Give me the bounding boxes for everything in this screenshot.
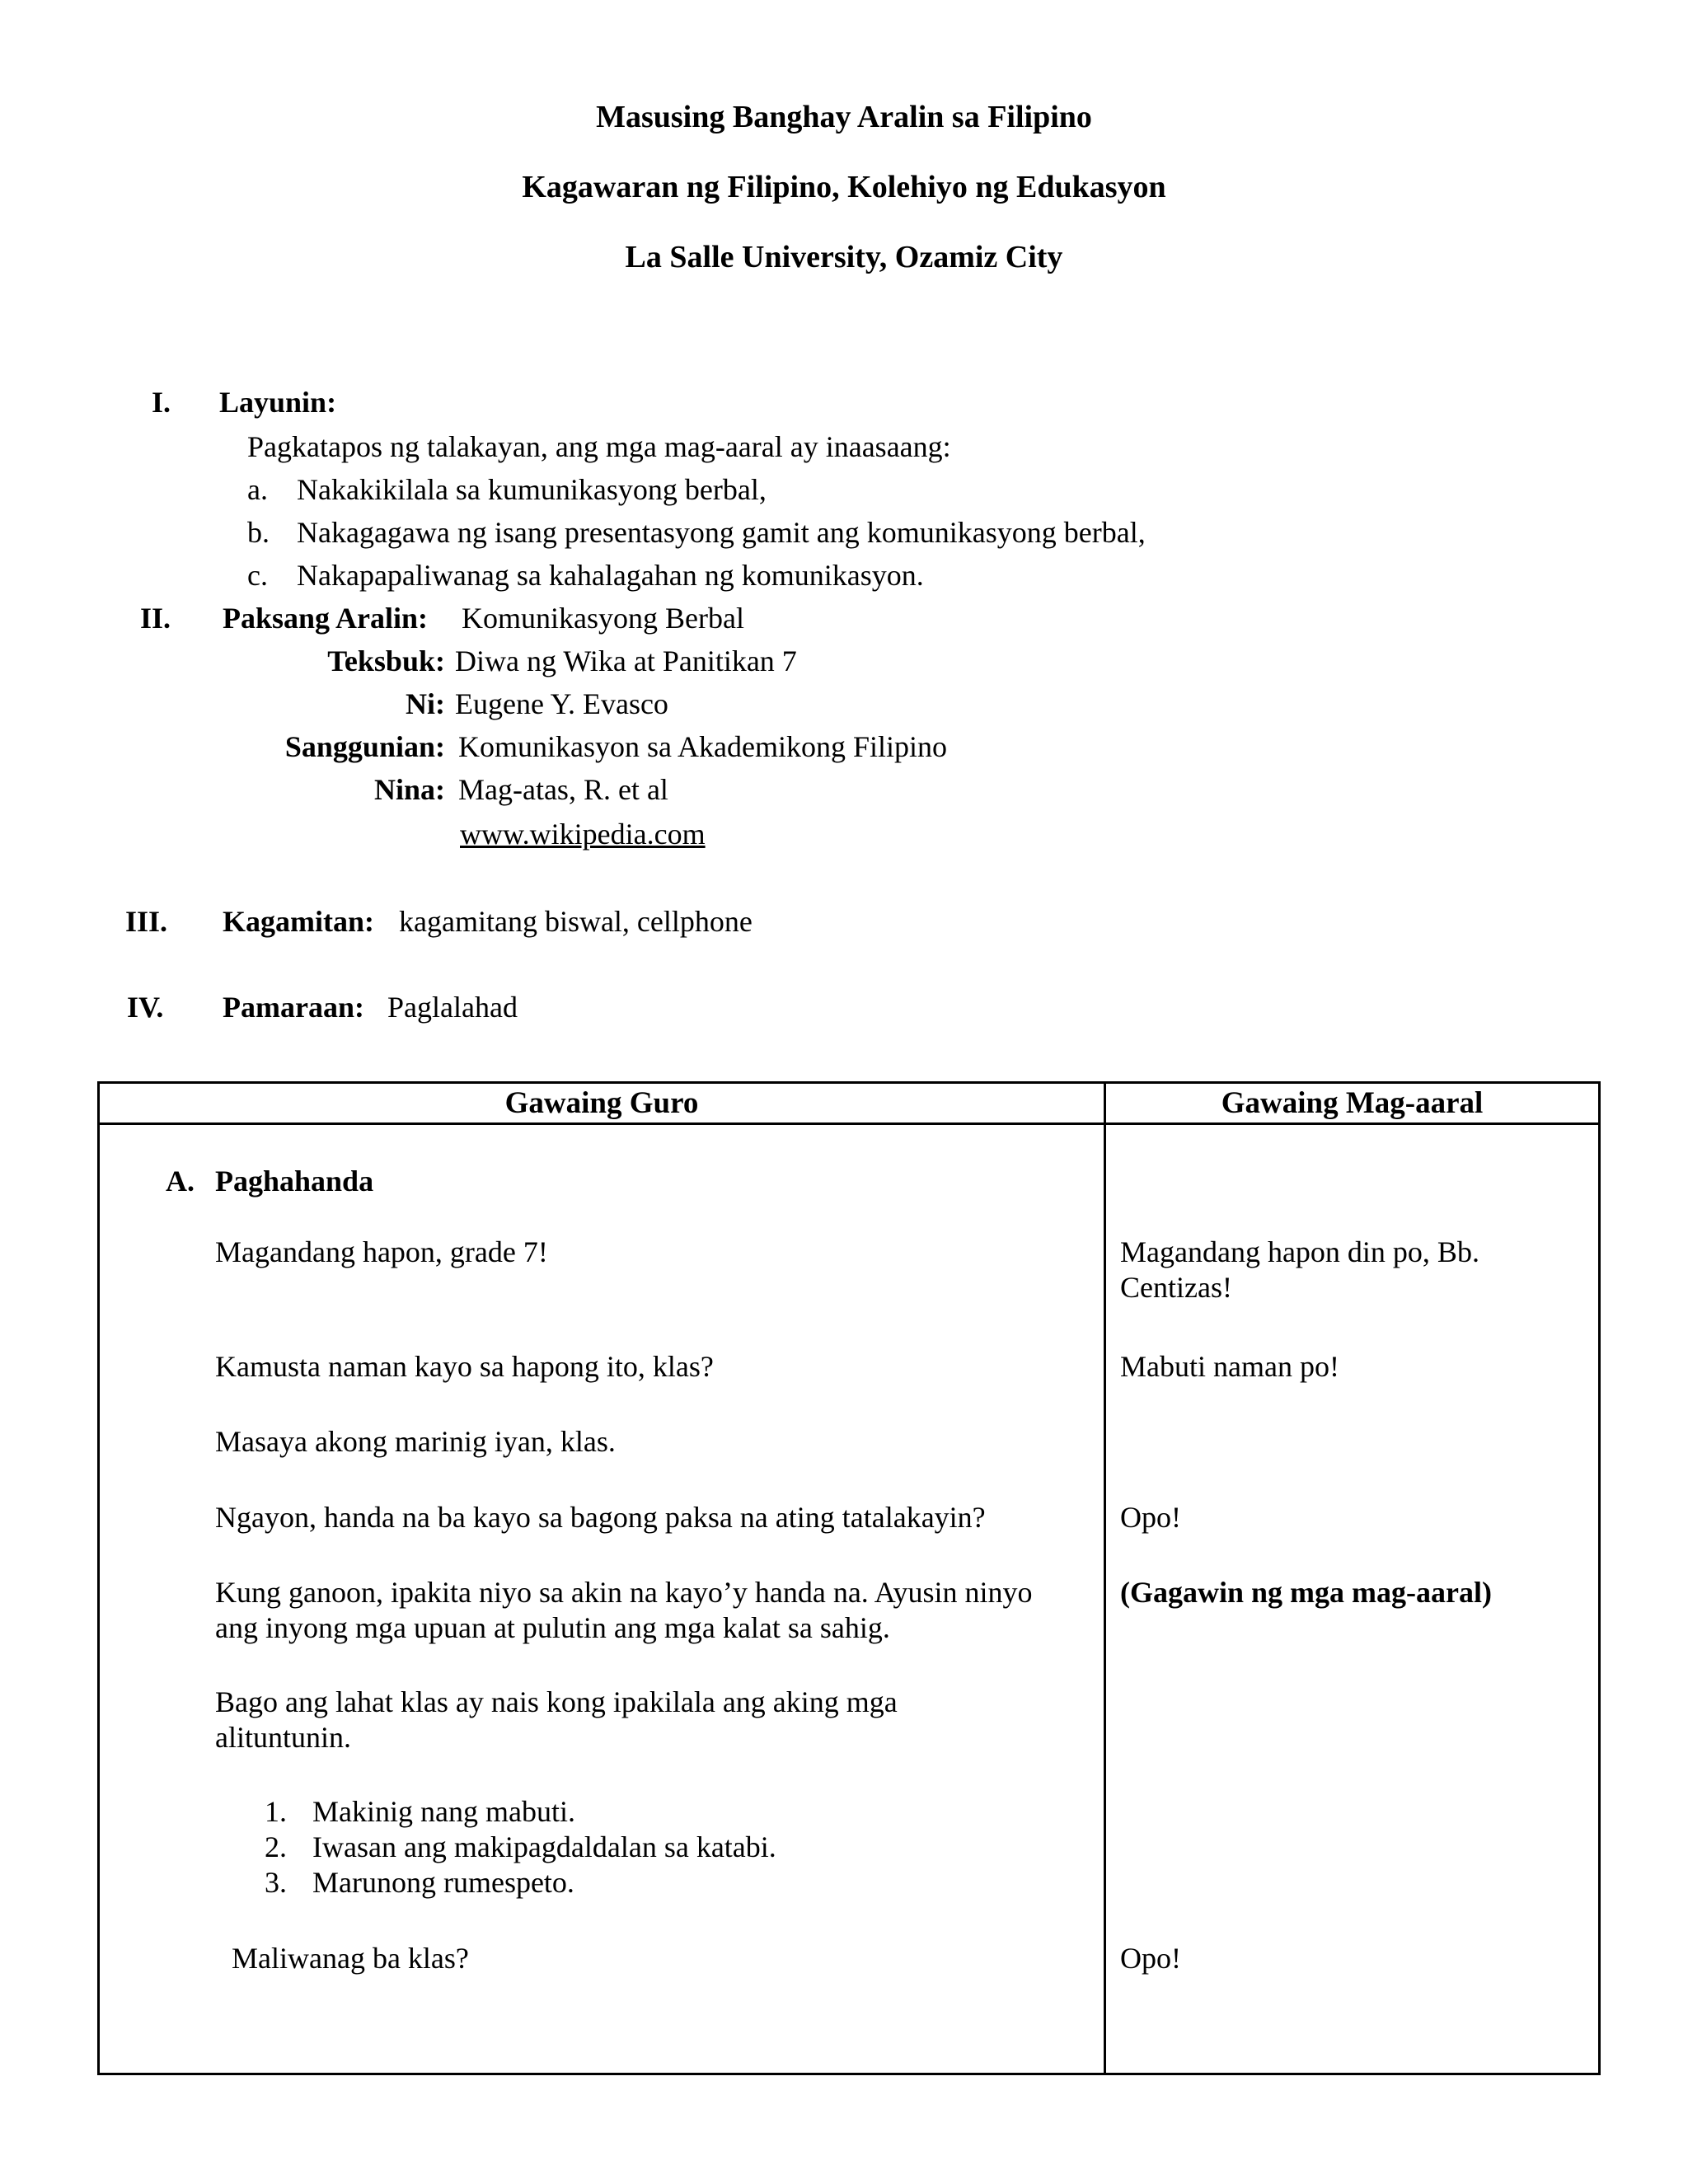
objective-text: Nakapapaliwanag sa kahalagahan ng komunikasyon. bbox=[297, 559, 924, 592]
magaaral-line: Opo! bbox=[1120, 1501, 1181, 1534]
guro-line: Kung ganoon, ipakita niyo sa akin na kayo’y handa na. Ayusin ninyo ang inyong mga upuan at pulutin ang mga kalat sa sahig. bbox=[215, 1576, 1033, 1644]
teksbuk-value: Diwa ng Wika at Panitikan 7 bbox=[455, 644, 797, 677]
objective-marker: a. bbox=[247, 473, 268, 506]
paksang-aralin-label: Paksang Aralin: bbox=[223, 602, 429, 635]
rule-text: Iwasan ang makipagdaldalan sa katabi. bbox=[312, 1830, 776, 1863]
department-line: Kagawaran ng Filipino, Kolehiyo ng Edukasyon bbox=[522, 170, 1166, 204]
objective-marker: c. bbox=[247, 559, 268, 592]
website-link[interactable]: www.wikipedia.com bbox=[460, 818, 706, 851]
nina-value: Mag-atas, R. et al bbox=[458, 773, 668, 806]
pamaraan-label: Pamaraan: bbox=[223, 991, 364, 1024]
column-header-guro: Gawaing Guro bbox=[504, 1086, 699, 1120]
guro-line: Ngayon, handa na ba kayo sa bagong paksa na ating tatalakayin? bbox=[215, 1501, 986, 1534]
rule-marker: 3. bbox=[265, 1866, 287, 1899]
section-title: Paghahanda bbox=[215, 1165, 374, 1197]
paksang-aralin-value: Komunikasyong Berbal bbox=[462, 602, 744, 635]
pamaraan-value: Paglalahad bbox=[387, 991, 518, 1024]
guro-line: Masaya akong marinig iyan, klas. bbox=[215, 1425, 616, 1458]
teksbuk-label: Teksbuk: bbox=[327, 644, 445, 677]
rule-marker: 1. bbox=[265, 1795, 287, 1828]
sanggunian-label: Sanggunian: bbox=[284, 730, 445, 763]
university-line: La Salle University, Ozamiz City bbox=[625, 240, 1063, 274]
magaaral-line: Mabuti naman po! bbox=[1120, 1350, 1339, 1383]
layunin-label: Layunin: bbox=[219, 386, 337, 419]
closing-guro: Maliwanag ba klas? bbox=[232, 1942, 469, 1975]
closing-magaaral: Opo! bbox=[1120, 1942, 1181, 1975]
document-title: Masusing Banghay Aralin sa Filipino bbox=[596, 100, 1092, 134]
guro-line: Bago ang lahat klas ay nais kong ipakilala ang aking mga alituntunin. bbox=[215, 1685, 898, 1754]
guro-line: Magandang hapon, grade 7! bbox=[215, 1235, 548, 1268]
ni-label: Ni: bbox=[406, 687, 445, 720]
kagamitan-label: Kagamitan: bbox=[223, 905, 374, 938]
section-iv-numeral: IV. bbox=[127, 991, 164, 1024]
guro-line: Kamusta naman kayo sa hapong ito, klas? bbox=[215, 1350, 714, 1383]
table-column-divider bbox=[1104, 1084, 1106, 2073]
rule-text: Makinig nang mabuti. bbox=[312, 1795, 575, 1828]
nina-label: Nina: bbox=[373, 773, 445, 806]
section-ii-numeral: II. bbox=[140, 602, 171, 635]
table-header-divider bbox=[100, 1122, 1598, 1125]
magaaral-line: (Gagawin ng mga mag-aaral) bbox=[1120, 1576, 1492, 1609]
ni-value: Eugene Y. Evasco bbox=[455, 687, 668, 720]
sanggunian-value: Komunikasyon sa Akademikong Filipino bbox=[458, 730, 947, 763]
objective-text: Nakakikilala sa kumunikasyong berbal, bbox=[297, 473, 767, 506]
magaaral-line: Magandang hapon din po, Bb. Centizas! bbox=[1120, 1235, 1479, 1304]
activity-table bbox=[97, 1081, 1601, 2075]
column-header-magaaral: Gawaing Mag-aaral bbox=[1221, 1086, 1484, 1120]
section-marker: A. bbox=[166, 1165, 195, 1197]
section-i-numeral: I. bbox=[152, 386, 171, 419]
rule-text: Marunong rumespeto. bbox=[312, 1866, 574, 1899]
layunin-intro: Pagkatapos ng talakayan, ang mga mag-aaral ay inaasaang: bbox=[247, 430, 951, 463]
kagamitan-value: kagamitang biswal, cellphone bbox=[399, 905, 753, 938]
objective-text: Nakagagawa ng isang presentasyong gamit ang komunikasyong berbal, bbox=[297, 516, 1146, 549]
objective-marker: b. bbox=[247, 516, 270, 549]
rule-marker: 2. bbox=[265, 1830, 287, 1863]
section-iii-numeral: III. bbox=[125, 905, 168, 938]
